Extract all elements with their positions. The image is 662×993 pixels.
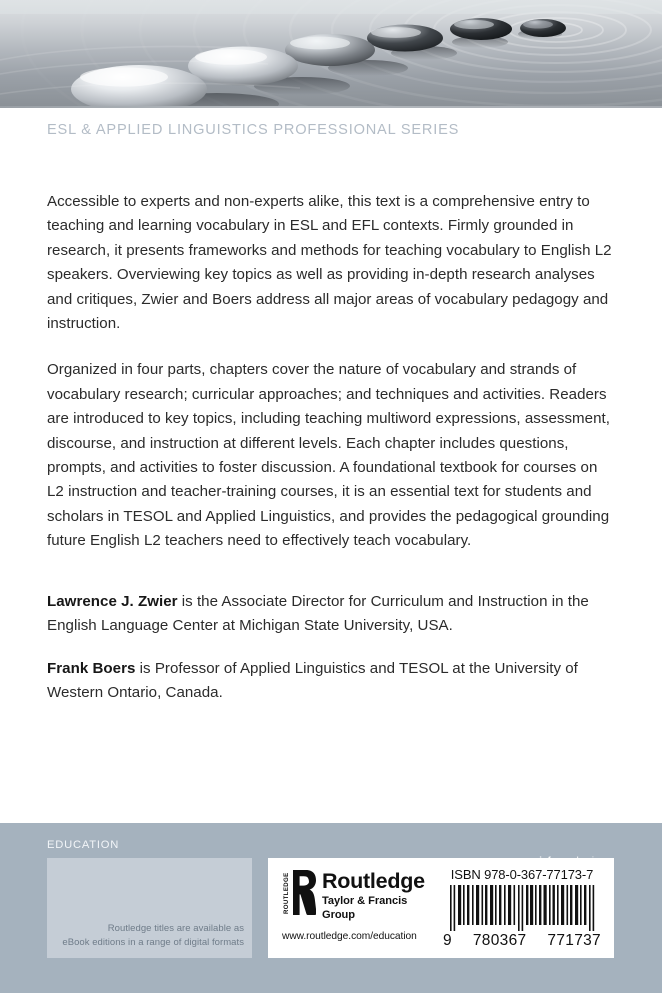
author-bio-1 [47, 590, 617, 639]
author-bio-text-1: is the Associate Director for Curriculum and Instruction in the English Language Center at Michigan State University, USA. [47, 592, 589, 635]
blurb-paragraph-1: Accessible to experts and non-experts alike, this text is a comprehensive entry to teaching and learning vocabulary in ESL and EFL contexts. Firmly grounded in research, it presents frameworks and methods for teaching vocabulary to English L2 speakers. Overviewing key topics as well as providing in-depth research analyses and critiques, Zwier and Boers address all major areas of vocabulary pedagogy and instruction. [47, 193, 612, 333]
isbn-barcode [442, 867, 602, 950]
stepping-stones-illustration [0, 0, 662, 108]
footer-band [0, 823, 662, 993]
author-name-1: Lawrence J. Zwier [47, 592, 178, 610]
author-bio-text-2: is Professor of Applied Linguistics and TESOL at the University of Western Ontario, Canada. [47, 659, 578, 701]
blurb-paragraph-2: Organized in four parts, chapters cover the nature of vocabulary and strands of vocabulary research; curricular approaches; and techniques and activities. Readers are introduced to key topics, including teaching multiword expressions, assessment, discourse, and instruction at different levels. Each chapter includes questions, prompts, and activities to foster discussion. A foundational textbook for courses on L2 instruction and teacher-training courses, it is an essential text for students and scholars in TESOL and Applied Linguistics, and provides the pedagogical grounding future English L2 teachers need to effectively teach vocabulary. [47, 361, 610, 550]
back-cover-copy [47, 190, 617, 705]
ean-left-digit: 9 [443, 932, 452, 949]
ebook-notice-line-2: eBook editions in a range of digital formats [62, 936, 244, 948]
ean-digits [442, 932, 602, 950]
ebook-notice-panel [47, 858, 252, 958]
ean13-barcode-icon [442, 885, 602, 931]
routledge-r-glyph-icon [293, 870, 316, 916]
publisher-name: Routledge [322, 869, 425, 893]
hero-stones-image [0, 0, 662, 108]
author-bio-2 [47, 657, 617, 706]
publisher-tagline: Taylor & Francis Group [322, 895, 408, 921]
bio-spacer [47, 576, 617, 590]
ean-right-digits: 771737 [547, 932, 601, 949]
routledge-logo [282, 870, 442, 942]
publisher-barcode-panel [268, 858, 614, 958]
series-title: ESL & APPLIED LINGUISTICS PROFESSIONAL SERIES [47, 122, 460, 138]
routledge-mark-icon [282, 870, 316, 916]
ebook-notice-text [62, 922, 244, 949]
isbn-text: ISBN 978-0-367-77173-7 [450, 867, 594, 882]
routledge-vertical-wordmark: ROUTLEDGE [283, 872, 290, 914]
ean-middle-digits: 780367 [472, 932, 527, 949]
author-name-2: Frank Boers [47, 659, 136, 677]
subject-label: EDUCATION [47, 839, 120, 851]
ebook-notice-line-1: Routledge titles are available as [107, 923, 244, 934]
publisher-url: www.routledge.com/education [282, 931, 417, 942]
series-band [0, 108, 662, 170]
